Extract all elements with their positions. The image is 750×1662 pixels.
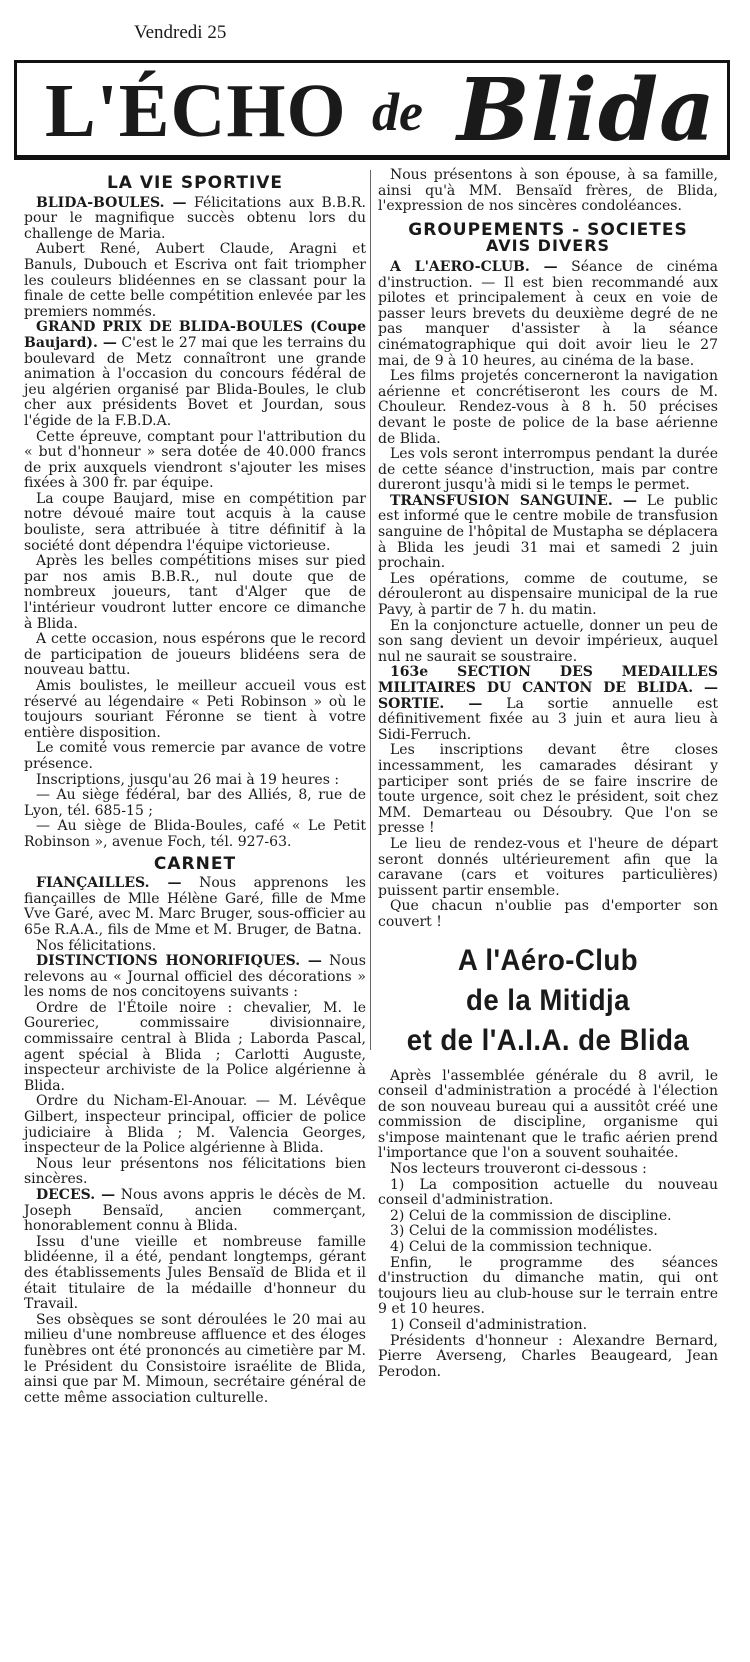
- article-paragraph: [24, 1235, 366, 1313]
- article-paragraph: 3) Celui de la commission modélistes.: [390, 1223, 658, 1240]
- aeroclub-headline: [392, 941, 705, 1061]
- article-paragraph: 4) Celui de la commission technique.: [390, 1239, 653, 1256]
- article-paragraph: [378, 743, 718, 837]
- section-title-sport: LA VIE SPORTIVE: [106, 173, 284, 193]
- paragraph-text: Que chacun n'oublie pas d'emporter son couvert !: [378, 898, 718, 930]
- paragraph-text: C'est le 27 mai que les terrains du boulevard de Metz connaîtront une grande animation à l'occasion du concours fédéral de jeu algérien organisé par Blida-Boules, le club cher aux présidents Bovet et Jourdan, sous l'égide de la F.B.D.A.: [24, 334, 366, 429]
- article-paragraph: [24, 1001, 366, 1095]
- article-paragraph: [24, 196, 366, 243]
- paragraph-text: Amis boulistes, le meilleur accueil vous est réservé au légendaire « Peti Robinson » où le toujours souriant Féronne se tient à votre entière disposition.: [24, 678, 366, 741]
- paragraph-text: — Au siège fédéral, bar des Alliés, 8, rue de Lyon, tél. 685-15 ;: [24, 787, 366, 819]
- article-paragraph: [378, 665, 718, 743]
- article-paragraph: [24, 876, 366, 938]
- paragraph-text: Nos félicitations.: [36, 937, 157, 954]
- article-paragraph: [24, 939, 366, 955]
- paragraph-text: La sortie annuelle est définitivement fixée au 3 juin et aura lieu à Sidi-Ferruch.: [378, 695, 718, 743]
- section-title-groupements: GROUPEMENTS - SOCIETES: [408, 219, 688, 240]
- paragraph-text: Séance de cinéma d'instruction. — Il est bien recommandé aux pilotes et principalement à ceux en voie de passer leurs brevets du deuxième degré de ne pas manquer d'assister à la séance cinématographique qui doit avoir lieu le 27 mai, de 9 à 10 heures, au cinéma de la base.: [378, 258, 718, 369]
- aeroclub-article: [378, 1069, 718, 1381]
- carnet-articles: [24, 876, 366, 1406]
- masthead-blida: Blida: [457, 60, 716, 161]
- paragraph-text: Les films projetés concerneront la navigation aérienne et concrétiseront les cours de M. Chouleur. Rendez-vous à 8 h. 50 précises devant le poste de police de la base aérienne de Blida.: [378, 368, 718, 447]
- article-paragraph: [24, 954, 366, 1001]
- article-paragraph: [24, 1094, 366, 1156]
- article-paragraph: Enfin, le programme des séances d'instruction du dimanche matin, qui ont toujours lieu au club-house sur le terrain entre 9 et 10 heures.: [378, 1254, 718, 1318]
- article-paragraph: [378, 572, 718, 619]
- paragraph-text: Ordre de l'Étoile noire : chevalier, M. le Goureriec, commissaire divisionnaire, commissaire central à Blida ; Laborda Pascal, agent spécial à Blida ; Carlotti Auguste, inspecteur archiviste de la Police algérienne à Blida.: [24, 999, 366, 1094]
- paragraph-text: Aubert René, Aubert Claude, Aragni et Banuls, Dubouch et Escriva ont fait triompher les couleurs blidéennes en se classant pour la finale de cette belle compétition enlevée par les premiers nommés.: [24, 241, 366, 320]
- avis-articles: [378, 260, 718, 931]
- sport-articles: [24, 196, 366, 851]
- article-paragraph: [24, 773, 366, 789]
- article-paragraph: [378, 619, 718, 666]
- paragraph-text: Cette épreuve, comptant pour l'attribution du « but d'honneur » sera dotée de 40.000 francs de prix auxquels viendront s'ajouter les mises fixées à 300 fr. par équipe.: [24, 428, 366, 492]
- article-paragraph: [378, 837, 718, 899]
- article-paragraph: [24, 554, 366, 632]
- paragraph-lead: FIANÇAILLES. —: [36, 875, 182, 892]
- paragraph-text: Le comité vous remercie par avance de votre présence.: [24, 740, 366, 772]
- headline-line-2: de la Mitidja: [466, 983, 630, 1017]
- paragraph-text: Le lieu de rendez-vous et l'heure de départ seront donnés ultérieurement afin que la caravane (cars et voitures particulières) puissent partir ensemble.: [378, 835, 718, 899]
- paragraph-text: Issu d'une vieille et nombreuse famille blidéenne, il a été, pendant longtemps, gérant des établissements Jules Bensaïd de Blida et il était titulaire de la médaille d'honneur du Travail.: [24, 1233, 366, 1313]
- article-paragraph: [24, 788, 366, 819]
- article-paragraph: [378, 260, 718, 369]
- article-paragraph: [24, 1188, 366, 1235]
- paragraph-lead: BLIDA-BOULES. —: [36, 194, 187, 211]
- right-column: [378, 168, 718, 1380]
- paragraph-text: Nous relevons au « Journal officiel des décorations » les noms de nos concitoyens suivants :: [24, 953, 366, 1001]
- paragraph-text: — Au siège de Blida-Boules, café « Le Petit Robinson », avenue Foch, tél. 927-63.: [24, 818, 366, 850]
- article-paragraph: [24, 1313, 366, 1407]
- paragraph-text: Après les belles compétitions mises sur pied par nos amis B.B.R., nul doute que de nombreux joueurs, tant d'Alger que de l'intérieur voudront lutter encore ce dimanche à Blida.: [24, 553, 366, 632]
- paragraph-text: Nous leur présentons nos félicitations bien sincères.: [24, 1155, 366, 1188]
- paragraph-lead: A L'AERO-CLUB. —: [390, 258, 558, 275]
- section-title-carnet: CARNET: [153, 853, 237, 874]
- paragraph-text: Inscriptions, jusqu'au 26 mai à 19 heures :: [36, 771, 340, 788]
- paragraph-text: En la conjoncture actuelle, donner un peu de son sang devient un devoir impérieux, auquel nul ne saurait se soustraire.: [378, 617, 718, 665]
- headline-line-3: et de l'A.I.A. de Blida: [406, 1023, 690, 1057]
- article-paragraph: 1) Conseil d'administration.: [390, 1317, 588, 1333]
- issue-date: Vendredi 25: [134, 22, 227, 43]
- article-paragraph: [378, 899, 718, 930]
- paragraph-text: Les inscriptions devant être closes incessamment, les camarades désirant y participer sont priés de se faire inscrire de toute urgence, soit chez le président, soit chez MM. Demarteau ou Désoubry. Que l'on se presse !: [378, 742, 718, 837]
- paragraph-text: A cette occasion, nous espérons que le record de participation de joueurs blidéens sera de nouveau battu.: [24, 631, 366, 679]
- paragraph-text: Félicitations aux B.B.R. pour le magnifique succès obtenu lors du challenge de Maria.: [24, 194, 366, 242]
- masthead-de: de: [372, 82, 423, 142]
- article-paragraph: [378, 447, 718, 494]
- article-paragraph: 1) La composition actuelle du nouveau conseil d'administration.: [378, 1176, 718, 1209]
- article-paragraph: [24, 679, 366, 741]
- headline-line-1: A l'Aéro-Club: [457, 943, 639, 977]
- article-paragraph: [24, 1157, 366, 1188]
- paragraph-text: La coupe Baujard, mise en compétition par notre dévoué maire tout acquis à la cause bouliste, sera attribuée à titre définitif à la société dont dépendra l'équipe victorieuse.: [24, 490, 366, 554]
- article-paragraph: Après l'assemblée générale du 8 avril, le conseil d'administration a procédé à l'élection de son nouveau bureau qui a aussitôt créé une commission de discipline, organisme qui s'impose maintenant que le trafic aérien prend l'importance que l'on a souvent souhaitée.: [378, 1067, 718, 1162]
- article-paragraph: [24, 320, 366, 429]
- article-paragraph: [378, 494, 718, 572]
- paragraph-text: Les opérations, comme de coutume, se dérouleront au dispensaire municipal de la rue Pavy, à partir de 7 h. du matin.: [378, 570, 718, 619]
- paragraph-lead: DECES. —: [36, 1187, 116, 1203]
- masthead: [14, 60, 730, 160]
- left-column: [24, 170, 366, 1406]
- article-paragraph: [24, 492, 366, 554]
- article-paragraph: [24, 741, 366, 772]
- paragraph-lead: TRANSFUSION SANGUINE. —: [390, 492, 637, 509]
- column-divider: [370, 170, 371, 1050]
- article-paragraph: [24, 632, 366, 679]
- paragraph-text: Nous avons appris le décès de M. Joseph Bensaïd, ancien commerçant, honorablement connu à Blida.: [24, 1187, 366, 1235]
- paragraph-text: Ordre du Nicham-El-Anouar. — M. Lévêque Gilbert, inspecteur principal, officier de police judiciaire à Blida ; M. Valencia Georges, inspecteur de la Police algérienne à Blida.: [24, 1093, 366, 1157]
- section-title-avis: AVIS DIVERS: [485, 236, 611, 256]
- condolences-paragraph: Nous présentons à son épouse, à sa famille, ainsi qu'à MM. Bensaïd frères, de Blida, l'expression de nos sincères condoléances.: [378, 167, 718, 215]
- article-paragraph: 2) Celui de la commission de discipline.: [390, 1207, 672, 1224]
- article-paragraph: Nos lecteurs trouveront ci-dessous :: [390, 1161, 647, 1178]
- article-paragraph: [24, 242, 366, 320]
- paragraph-lead: DISTINCTIONS HONORIFIQUES. —: [36, 953, 322, 970]
- article-paragraph: Présidents d'honneur : Alexandre Bernard, Pierre Averseng, Charles Beaugeard, Jean Perodon.: [378, 1332, 718, 1380]
- paragraph-text: Le public est informé que le centre mobile de transfusion sanguine de l'hôpital de Mustapha se déplacera à Blida les jeudi 31 mai et samedi 2 juin prochain.: [378, 492, 718, 572]
- paragraph-text: Ses obsèques se sont déroulées le 20 mai au milieu d'une nombreuse affluence et des éloges funèbres ont été prononcés au cimetière par M. le Président du Consistoire israélite de Blida, ainsi que par M. Mimoun, secrétaire général de cette même association culturelle.: [24, 1311, 366, 1406]
- masthead-echo: L'ÉCHO: [45, 69, 347, 153]
- paragraph-text: Les vols seront interrompus pendant la durée de cette séance d'instruction, mais par contre dureront jusqu'à midi si le temps le permet.: [378, 446, 718, 494]
- article-paragraph: [24, 430, 366, 492]
- paragraph-text: Nous apprenons les fiançailles de Mlle Hélène Garé, fille de Mme Vve Garé, avec M. Marc Bruger, sous-officier au 65e R.A.A., fils de Mme et M. Bruger, de Batna.: [24, 875, 366, 938]
- article-paragraph: [24, 819, 366, 850]
- article-paragraph: [378, 369, 718, 447]
- paragraph-lead: GRAND PRIX DE BLIDA-BOULES (Coupe Baujard). —: [24, 319, 366, 351]
- paragraph-lead: 163e SECTION DES MEDAILLES MILITAIRES DU CANTON DE BLIDA. — SORTIE. —: [378, 664, 718, 712]
